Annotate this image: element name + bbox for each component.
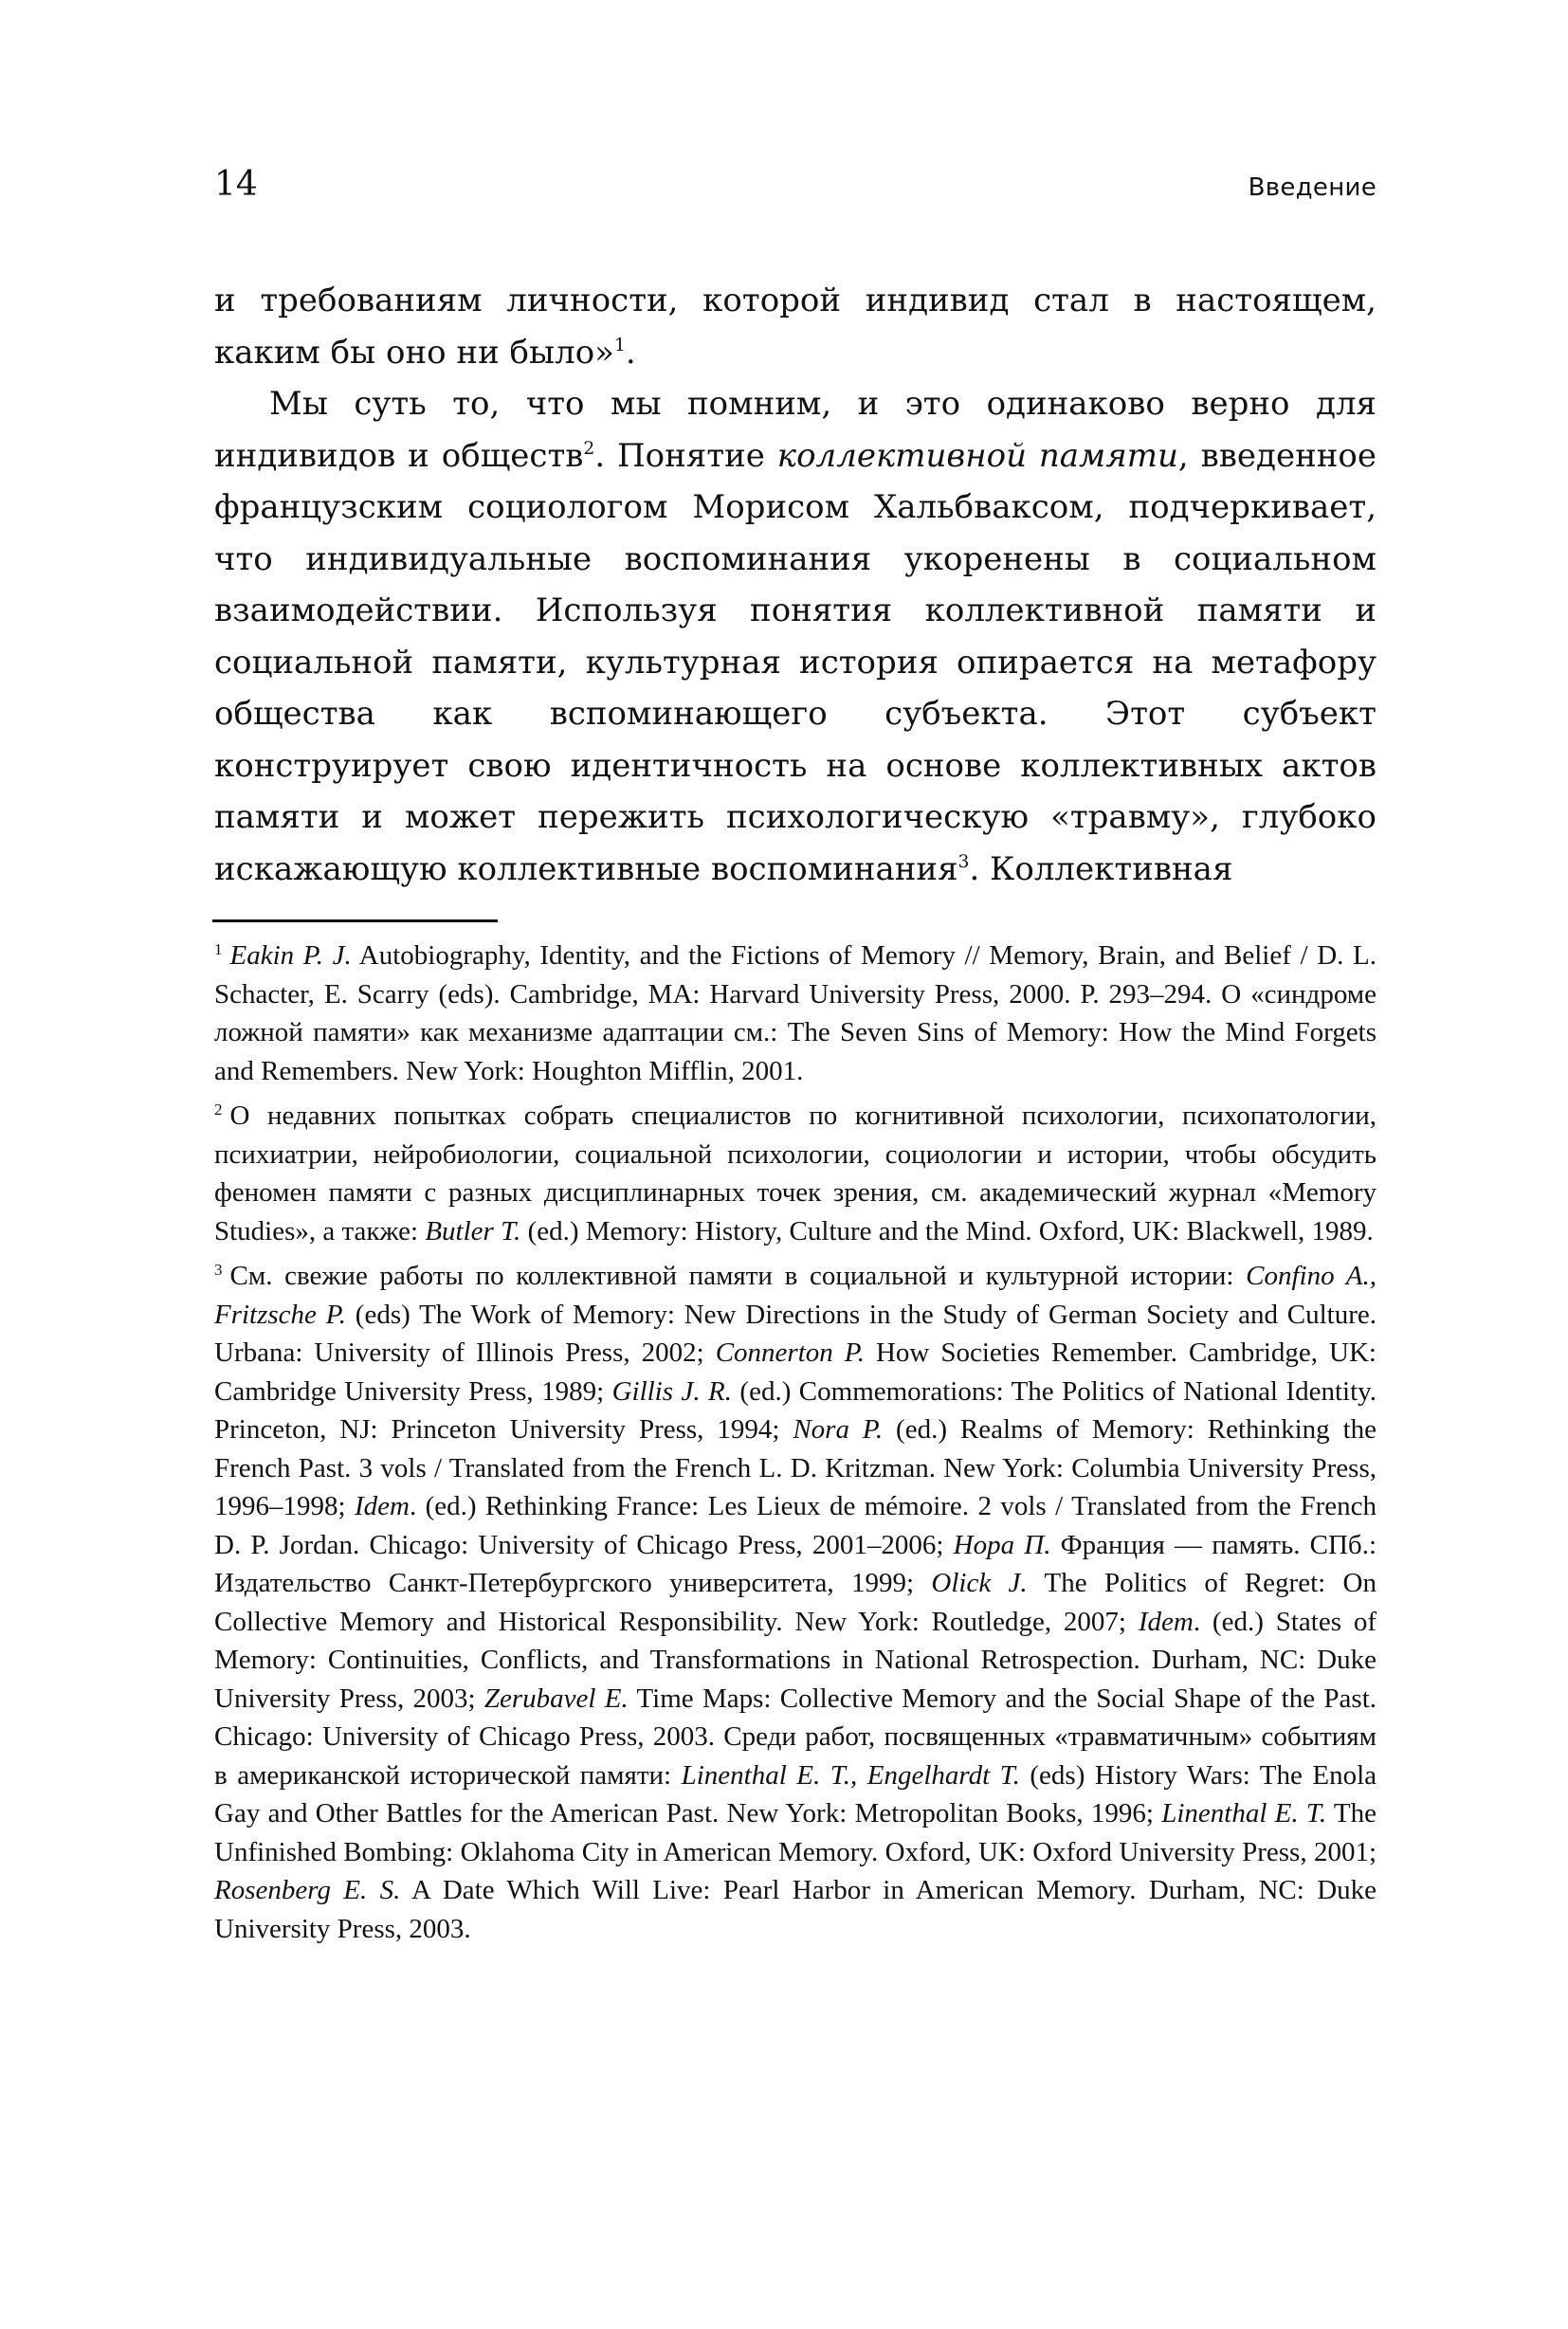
paragraph-continued: и требованиям личности, которой индивид стал в настоящем, каким бы оно ни было»$^1$. — [214, 282, 1377, 372]
citation-text: О недавних попытках собрать специалистов по когнитивной психологии, психопатологии, психиатрии, нейробиологии, социальной психологии, социологии и истории, чтобы обсудить феномен памяти с разных дисциплинарных точек зрения, см. академический журнал «Memory Studies», а также: — [214, 1101, 1377, 1246]
footnote-separator — [212, 919, 498, 922]
paragraph: Мы суть то, что мы помним, и это одинаково верно для индивидов и обществ$^2$. Понятие коллективной памяти, введенное французским социологом Морисом Хальбваксом, подчеркивает, что индивидуальные воспоминания укоренены в социальном взаимодействии. Используя понятия коллективной памяти и социальной памяти, культурная история опирается на метафору общества как вспоминающего субъекта. Этот субъект конструирует свою идентичность на основе коллективных актов памяти и может пережить психологическую «травму», глубоко искажающую коллективные воспоминания$^3$. Коллективная — [214, 385, 1377, 888]
footnote-ref-3[interactable]: 3 — [957, 851, 970, 872]
citation-author: Idem — [354, 1491, 410, 1521]
citation-text: (eds) The Work of Memory: New Directions in the Study of German Society and Culture. Urbana: University of Illinois Press, 2002; — [214, 1299, 1377, 1368]
citation-text: См. свежие работы по коллективной памяти в социальной и культурной истории: — [229, 1261, 1247, 1291]
footnotes — [214, 937, 1377, 1955]
citation-author: Butler T. — [425, 1215, 521, 1246]
citation-author: Eakin P. J. — [229, 940, 352, 971]
emphasized-term: коллективной памяти — [776, 436, 1178, 475]
citation-author: Idem — [1138, 1606, 1194, 1637]
footnote-1 — [214, 937, 1377, 1090]
citation-text: (ed.) Memory: History, Culture and the Mind. Oxford, UK: Blackwell, 1989. — [520, 1215, 1374, 1246]
citation-text: . (ed.) Rethinking France: Les Lieux de mémoire. 2 vols / Translated from the French D. P. Jordan. Chicago: University of Chicago Press, 2001–2006; — [214, 1491, 1377, 1560]
section-title: Введение — [1248, 173, 1377, 202]
citation-text: . (ed.) States of Memory: Continuities, Conflicts, and Transformations in National Retrospection. Durham, NC: Duke University Press, 2003; — [214, 1606, 1377, 1714]
citation-text: A Date Which Will Live: Pearl Harbor in American Memory. Durham, NC: Duke University Press, 2003. — [214, 1875, 1377, 1944]
citation-author: Connerton P. — [715, 1337, 865, 1368]
footnote-2 — [214, 1097, 1377, 1250]
citation-text: How Societies Remember. Cambridge, UK: Cambridge University Press, 1989; — [214, 1337, 1377, 1407]
citation-text: Time Maps: Collective Memory and the Social Shape of the Past. Chicago: University of Chicago Press, 2003. Среди работ, посвященных «травматичным» событиям в американской исторической памяти: — [214, 1683, 1377, 1791]
footnote-number: 1 — [214, 940, 223, 958]
citation-author: Gillis J. R. — [611, 1375, 732, 1407]
citation-text: (ed.) Commemorations: The Politics of National Identity. Princeton, NJ: Princeton University Press, 1994; — [214, 1375, 1377, 1445]
citation-text: The Politics of Regret: On Collective Memory and Historical Responsibility. New York: Routledge, 2007; — [214, 1568, 1377, 1637]
citation-author: Nora P. — [793, 1414, 884, 1445]
citation-author: Нора П. — [953, 1529, 1051, 1560]
citation-text: Франция — память. СПб.: Издательство Санкт-Петербургского университета, 1999; — [214, 1529, 1377, 1598]
running-header — [214, 161, 1377, 218]
citation-text: (ed.) Realms of Memory: Rethinking the French Past. 3 vols / Translated from the French L. D. Kritzman. New York: Columbia University Press, 1996–1998; — [214, 1414, 1377, 1521]
citation-text: Autobiography, Identity, and the Fictions of Memory // Memory, Brain, and Belief / D. L. Schacter, E. Scarry (eds). Cambridge, MA: Harvard University Press, 2000. P. 293–294. О «синдроме ложной памяти» как механизме адаптации см.: The Seven Sins of Memory: How the Mind Forgets and Remembers. New York: Houghton Mifflin, 2001. — [214, 940, 1377, 1086]
citation-text: (eds) History Wars: The Enola Gay and Other Battles for the American Past. New York: Metropolitan Books, 1996; — [214, 1759, 1377, 1829]
citation-author: Linenthal E. T. — [1161, 1798, 1327, 1829]
main-text — [214, 275, 1377, 895]
citation-author: Confino A., Fritzsche P. — [214, 1261, 1377, 1330]
citation-text: The Unfinished Bombing: Oklahoma City in American Memory. Oxford, UK: Oxford University Press, 2001; — [214, 1798, 1377, 1867]
page-number: 14 — [214, 165, 258, 204]
citation-author: Olick J. — [931, 1568, 1028, 1598]
footnote-ref-2[interactable]: 2 — [583, 438, 595, 459]
footnote-number: 2 — [214, 1101, 223, 1119]
citation-author: Zerubavel E. — [483, 1683, 629, 1714]
footnote-ref-1[interactable]: 1 — [613, 335, 626, 355]
footnote-3 — [214, 1257, 1377, 1948]
citation-author: Rosenberg E. S. — [214, 1875, 401, 1905]
citation-author: Linenthal E. T., Engelhardt T. — [681, 1759, 1020, 1791]
footnote-number: 3 — [214, 1261, 223, 1279]
